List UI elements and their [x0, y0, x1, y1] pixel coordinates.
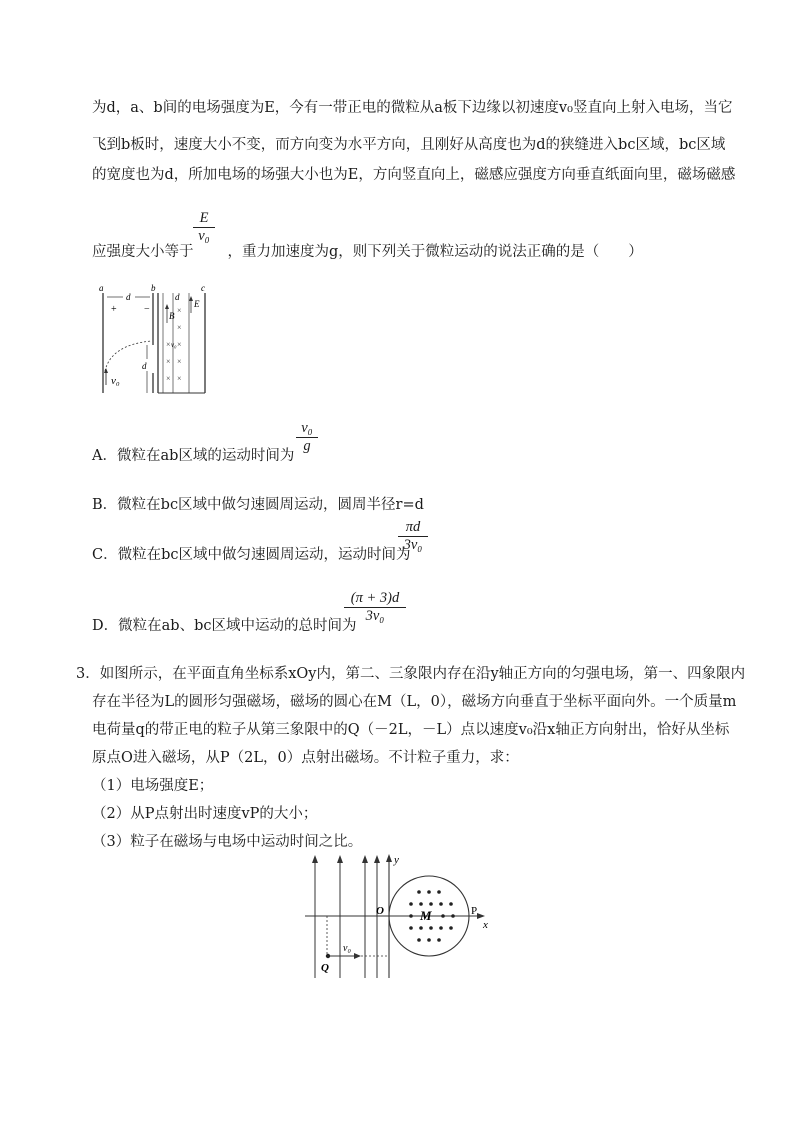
p3-number: 3．	[76, 666, 100, 682]
frac-num: E	[199, 210, 209, 226]
option-d[interactable]	[92, 614, 356, 635]
svg-text:×: ×	[177, 306, 182, 315]
p3-sub-1: （1）电场强度E；	[92, 778, 214, 794]
option-c-letter: C．	[92, 547, 118, 563]
fig2-label-d3: d	[142, 361, 147, 371]
fig2-label-d2: d	[175, 292, 180, 302]
p3-line-1	[76, 662, 745, 683]
fraction-E-over-v0	[193, 210, 215, 245]
p3-sub-3: （3）粒子在磁场与电场中运动时间之比。	[92, 834, 363, 850]
p2-line-2: 飞到b板时，速度大小不变，而方向变为水平方向，且刚好从高度也为d的狭缝进入bc区域，bc区域	[92, 137, 726, 153]
option-a-frac-den: g	[303, 438, 311, 454]
fig3-label-P: P	[471, 905, 478, 917]
fig3-label-x: x	[483, 919, 488, 931]
option-c-frac-num: πd	[405, 519, 421, 535]
fig2-label-E: E	[194, 299, 200, 309]
p2-line-4-pre: 应强度大小等于	[92, 244, 194, 260]
option-d-text: 微粒在ab、bc区域中运动的总时间为	[118, 618, 357, 634]
option-a-text: 微粒在ab区域的运动时间为	[116, 448, 295, 464]
fig3-label-y: y	[394, 854, 399, 866]
fig2-label-plus: +	[111, 304, 117, 315]
option-c[interactable]	[92, 543, 411, 564]
p2-figure	[95, 283, 215, 395]
p3-line-4: 原点O进入磁场，从P（2L，0）点射出磁场。不计粒子重力，求：	[92, 750, 519, 766]
svg-text:×: ×	[177, 340, 182, 349]
option-d-frac-den: 3v₀	[365, 608, 385, 624]
p2-line-1: 为d，a、b间的电场强度为E，今有一带正电的微粒从a板下边缘以初速度v₀竖直向上射入电场，当它	[92, 100, 733, 116]
fig2-label-c: c	[201, 283, 205, 293]
fig2-label-v0: v₀	[111, 375, 120, 387]
fig2-label-b: b	[151, 283, 156, 293]
frac-den: v₀	[198, 228, 210, 244]
p2-line-4	[92, 240, 643, 261]
option-a-frac-num: v₀	[301, 420, 313, 436]
svg-text:×: ×	[177, 357, 182, 366]
svg-text:×: ×	[166, 357, 171, 366]
fig2-label-a: a	[99, 283, 104, 293]
p3-line-1-text: 如图所示，在平面直角坐标系xOy内，第二、三象限内存在沿y轴正方向的匀强电场，第一、四象限内	[99, 666, 746, 682]
fig2-label-minus: −	[144, 304, 150, 315]
fig3-label-Q: Q	[321, 962, 329, 974]
fig2-label-B: B	[169, 311, 175, 321]
option-a-fraction	[296, 420, 318, 455]
svg-text:×: ×	[166, 374, 171, 383]
svg-text:×: ×	[177, 323, 182, 332]
option-c-fraction	[398, 519, 428, 554]
fig3-label-v0: v₀	[343, 943, 351, 954]
option-d-letter: D．	[92, 618, 119, 634]
option-a-letter: A．	[92, 448, 117, 464]
option-b-letter: B．	[92, 497, 118, 513]
fig3-label-O: O	[376, 905, 384, 917]
p2-line-3: 的宽度也为d，所加电场的场强大小也为E，方向竖直向上，磁感应强度方向垂直纸面向里，磁场磁感	[92, 167, 736, 183]
option-d-frac-num: (π + 3)d	[350, 590, 400, 606]
p3-sub-2: （2）从P点射出时速度vP的大小；	[92, 806, 318, 822]
option-c-frac-den: 3v₀	[403, 537, 423, 553]
fig2-label-d1: d	[126, 292, 131, 302]
option-b-text: 微粒在bc区域中做匀速圆周运动，圆周半径r=d	[117, 497, 424, 513]
option-a[interactable]	[92, 444, 294, 465]
svg-text:×: ×	[166, 340, 171, 349]
p3-line-2: 存在半径为L的圆形匀强磁场，磁场的圆心在M（L，0），磁场方向垂直于坐标平面向外。一个质量m	[92, 694, 737, 710]
option-b[interactable]	[92, 493, 424, 514]
option-d-fraction	[344, 590, 406, 625]
p2-line-4-post: ，重力加速度为g，则下列关于微粒运动的说法正确的是（ ）	[227, 244, 643, 260]
svg-text:×: ×	[177, 374, 182, 383]
p3-line-3: 电荷量q的带正电的粒子从第三象限中的Q（－2L，－L）点以速度v₀沿x轴正方向射出，恰好从坐标	[92, 722, 730, 738]
fig2-label-v0-inner: v₀	[171, 341, 177, 349]
p3-figure	[305, 852, 500, 980]
fig3-label-M: M	[420, 908, 432, 923]
option-c-text: 微粒在bc区域中做匀速圆周运动，运动时间为	[117, 547, 411, 563]
